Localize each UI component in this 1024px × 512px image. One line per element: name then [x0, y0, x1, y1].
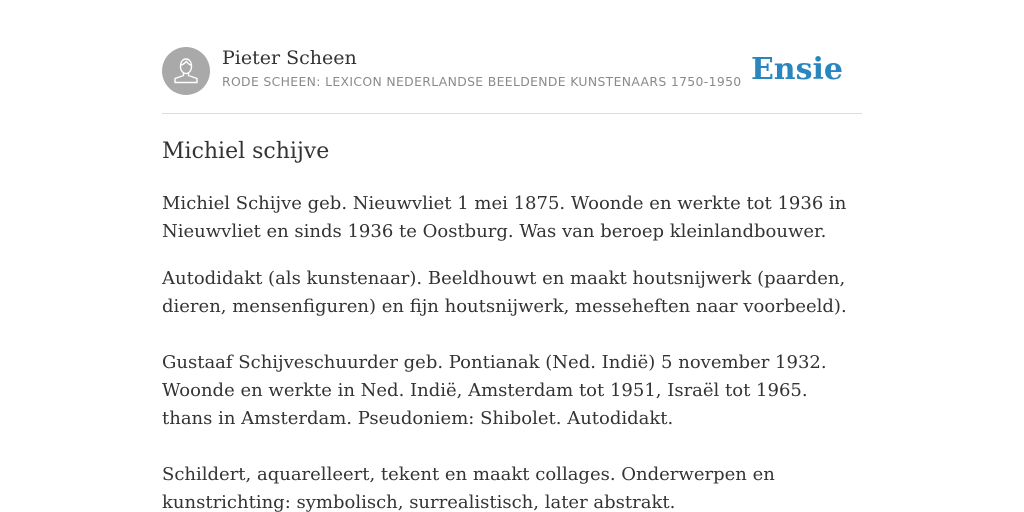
article-body	[162, 190, 862, 512]
source-label[interactable]: RODE SCHEEN: LEXICON NEDERLANDSE BEELDENDE KUNSTENAARS 1750-1950	[222, 74, 742, 89]
article-paragraph: Autodidakt (als kunstenaar). Beeldhouwt en maakt houtsnijwerk (paarden, dieren, mensenfiguren) en fijn houtsnijwerk, messeheften naar voorbeeld). Gustaaf Schijveschuurder geb. Pontianak (Ned. Indië) 5 november 1932. Woonde en werkte in Ned. Indië, Amsterdam tot 1951, Israël tot 1965. thans in Amsterdam. Pseudoniem: Shibolet. Autodidakt. Schildert, aquarelleert, tekent en maakt collages. Onderwerpen en kunstrichting: symbolisch, surrealistisch, later abstrakt.	[162, 268, 847, 512]
ensie-logo[interactable]: Ensie	[750, 52, 843, 87]
header-divider	[162, 113, 862, 114]
article-title: Michiel schijve	[162, 139, 330, 164]
user-icon	[162, 47, 210, 95]
author-avatar[interactable]	[162, 47, 210, 95]
article-header	[162, 46, 862, 96]
author-name[interactable]: Pieter Scheen	[222, 47, 357, 69]
article-paragraph: Michiel Schijve geb. Nieuwvliet 1 mei 1875. Woonde en werkte tot 1936 in Nieuwvliet en sinds 1936 te Oostburg. Was van beroep kleinlandbouwer.	[162, 193, 847, 242]
